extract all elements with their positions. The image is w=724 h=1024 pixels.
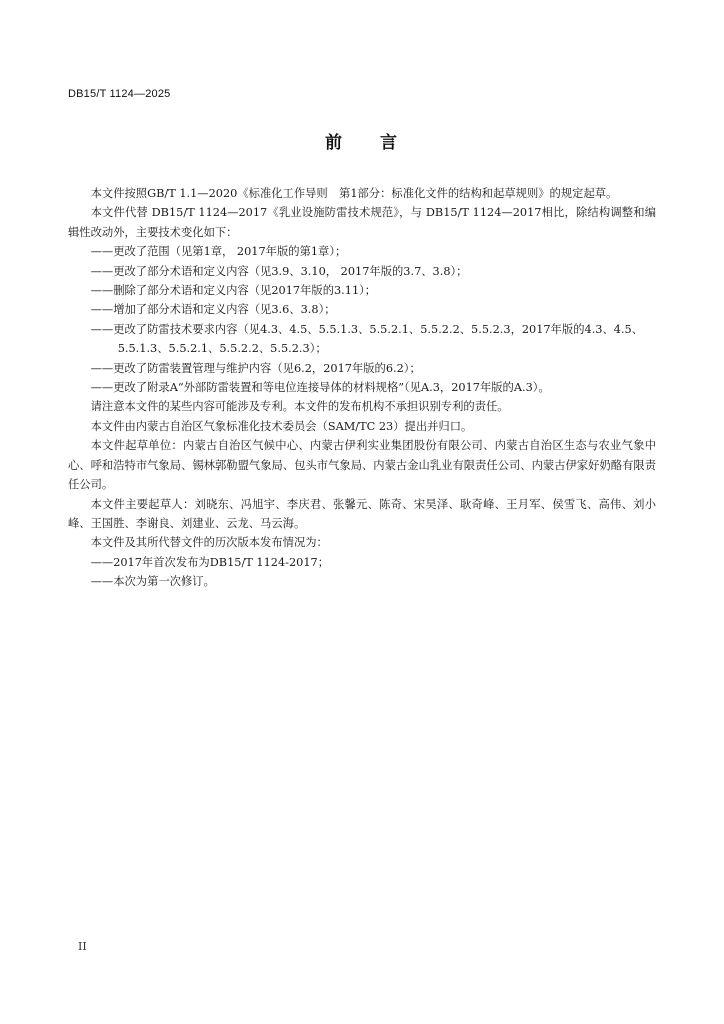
page-title xyxy=(0,128,724,153)
history-item: ——2017年首次发布为DB15/T 1124-2017； xyxy=(90,555,329,569)
change-item: ——更改了防雷装置管理与维护内容（见6.2，2017年版的6.2）； xyxy=(90,361,421,375)
drafting-basis-paragraph: 本文件按照GB/T 1.1—2020《标准化工作导则 第1部分：标准化文件的结构和起草规则》的规定起草。 xyxy=(90,187,618,200)
change-item: ——删除了部分术语和定义内容（见2017年版的3.11）； xyxy=(90,284,377,298)
title-char-1: 前 xyxy=(325,133,344,153)
drafting-units-paragraph: 本文件起草单位：内蒙古自治区气候中心、内蒙古伊利实业集团股份有限公司、内蒙古自治区生态与农业气象中心、呼和浩特市气象局、锡林郭勒盟气象局、包头市气象局、内蒙古金山乳业有限责任公司、内蒙古伊家好奶酪有限责任公司。 xyxy=(68,439,656,492)
document-body xyxy=(68,184,656,592)
replacement-paragraph: 本文件代替 DB15/T 1124—2017《乳业设施防雷技术规范》，与 DB15/T 1124—2017相比，除结构调整和编辑性改动外，主要技术变化如下： xyxy=(68,206,656,239)
patent-notice-paragraph: 请注意本文件的某些内容可能涉及专利。本文件的发布机构不承担识别专利的责任。 xyxy=(90,400,509,414)
change-item: ——更改了防雷技术要求内容（见4.3、4.5、5.5.1.3、5.5.2.1、5.5.2.2、5.5.2.3，2017年版的4.3、4.5、5.5.1.3、5.5.2.1、5.5.2.2、5.5.2.3）； xyxy=(90,322,644,356)
page-number: II xyxy=(78,940,87,953)
history-intro-paragraph: 本文件及其所代替文件的历次版本发布情况为： xyxy=(90,536,328,550)
drafters-paragraph: 本文件主要起草人：刘晓东、冯旭宇、李庆君、张馨元、陈奇、宋昊泽、耿奇峰、王月军、侯雪飞、高伟、刘小峰、王国胜、李谢良、刘建业、云龙、马云海。 xyxy=(68,497,656,530)
change-item: ——增加了部分术语和定义内容（见3.6、3.8）； xyxy=(90,303,336,317)
title-char-2: 言 xyxy=(380,133,399,153)
proposer-paragraph: 本文件由内蒙古自治区气象标准化技术委员会（SAM/TC 23）提出并归口。 xyxy=(90,419,473,433)
change-item: ——更改了范围（见第1章， 2017年版的第1章）； xyxy=(90,245,347,259)
change-item: ——更改了附录A“外部防雷装置和等电位连接导体的材料规格”（见A.3，2017年版的A.3）。 xyxy=(90,381,550,395)
change-item: ——更改了部分术语和定义内容（见3.9、3.10， 2017年版的3.7、3.8）； xyxy=(90,264,468,278)
document-code: DB15/T 1124—2025 xyxy=(68,88,171,100)
history-item: ——本次为第一次修订。 xyxy=(90,575,215,589)
